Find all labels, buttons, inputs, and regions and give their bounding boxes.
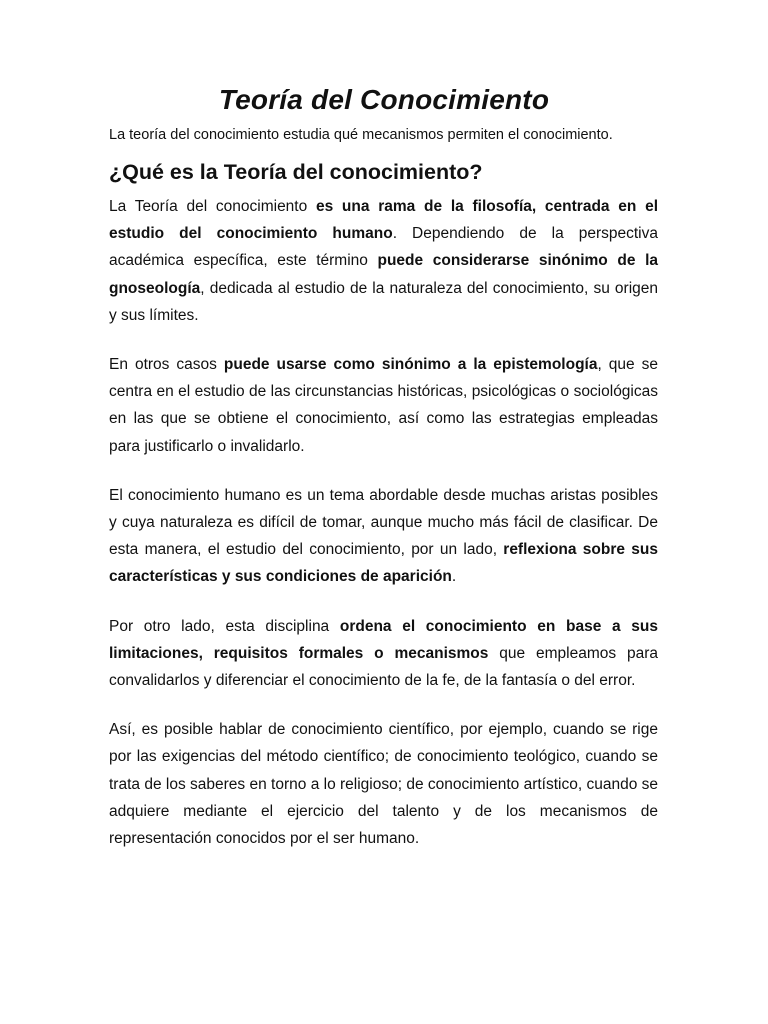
paragraph-text: , que se centra en el estudio de las circunstancias históricas, psicológicas o sociológicas en las que se obtiene el conocimiento, así como las estrategias empleadas para justificarlo o invalidarlo. bbox=[109, 356, 658, 455]
paragraph-5 bbox=[109, 716, 658, 852]
paragraph-text: La Teoría del conocimiento bbox=[109, 198, 316, 215]
paragraph-text: En otros casos bbox=[109, 356, 224, 374]
paragraph-bold: puede considerarse sinónimo de la gnoseología bbox=[109, 252, 658, 297]
paragraph-text: que empleamos para convalidarlos y diferenciar el conocimiento de la fe, de la fantasía o del error. bbox=[109, 644, 658, 690]
paragraph-text: . Dependiendo de la perspectiva académica específica, este término bbox=[109, 225, 658, 270]
paragraph-text: Así, es posible hablar de conocimiento científico, por ejemplo, cuando se rige por las exigencias del método científico; de conocimiento teológico, cuando se trata de los saberes en torno a lo religioso; de conocimiento artístico, cuando se adquiere mediante el ejercicio del talento y de los mecanismos de representación conocidos por el ser humano. bbox=[109, 721, 658, 848]
paragraph-text: , dedicada al estudio de la naturaleza del conocimiento, su origen y sus límites. bbox=[109, 279, 658, 324]
paragraph-text: . bbox=[451, 568, 457, 586]
paragraph-4 bbox=[109, 613, 658, 695]
paragraph-bold: es una rama de la filosofía, centrada en el estudio del conocimiento humano bbox=[109, 198, 659, 243]
document-title: Teoría del Conocimiento bbox=[218, 84, 550, 115]
paragraph-text: El conocimiento humano es un tema abordable desde muchas aristas posibles y cuya naturaleza es difícil de tomar, aunque mucho más fácil de clasificar. De esta manera, el estudio del conocimiento, por un lado, bbox=[109, 486, 658, 559]
paragraph-1 bbox=[109, 193, 658, 329]
paragraph-bold: ordena el conocimiento en base a sus limitaciones, requisitos formales o mecanismos bbox=[109, 617, 658, 662]
paragraph-2 bbox=[109, 351, 658, 460]
document-subtitle: La teoría del conocimiento estudia qué mecanismos permiten el conocimiento. bbox=[109, 127, 613, 143]
section-heading: ¿Qué es la Teoría del conocimiento? bbox=[109, 160, 483, 184]
paragraph-bold: reflexiona sobre sus características y sus condiciones de aparición bbox=[109, 541, 658, 586]
paragraph-3 bbox=[109, 482, 658, 591]
paragraph-bold: puede usarse como sinónimo a la epistemología bbox=[223, 356, 598, 374]
document-body bbox=[109, 193, 658, 874]
paragraph-text: Por otro lado, esta disciplina bbox=[109, 617, 340, 635]
